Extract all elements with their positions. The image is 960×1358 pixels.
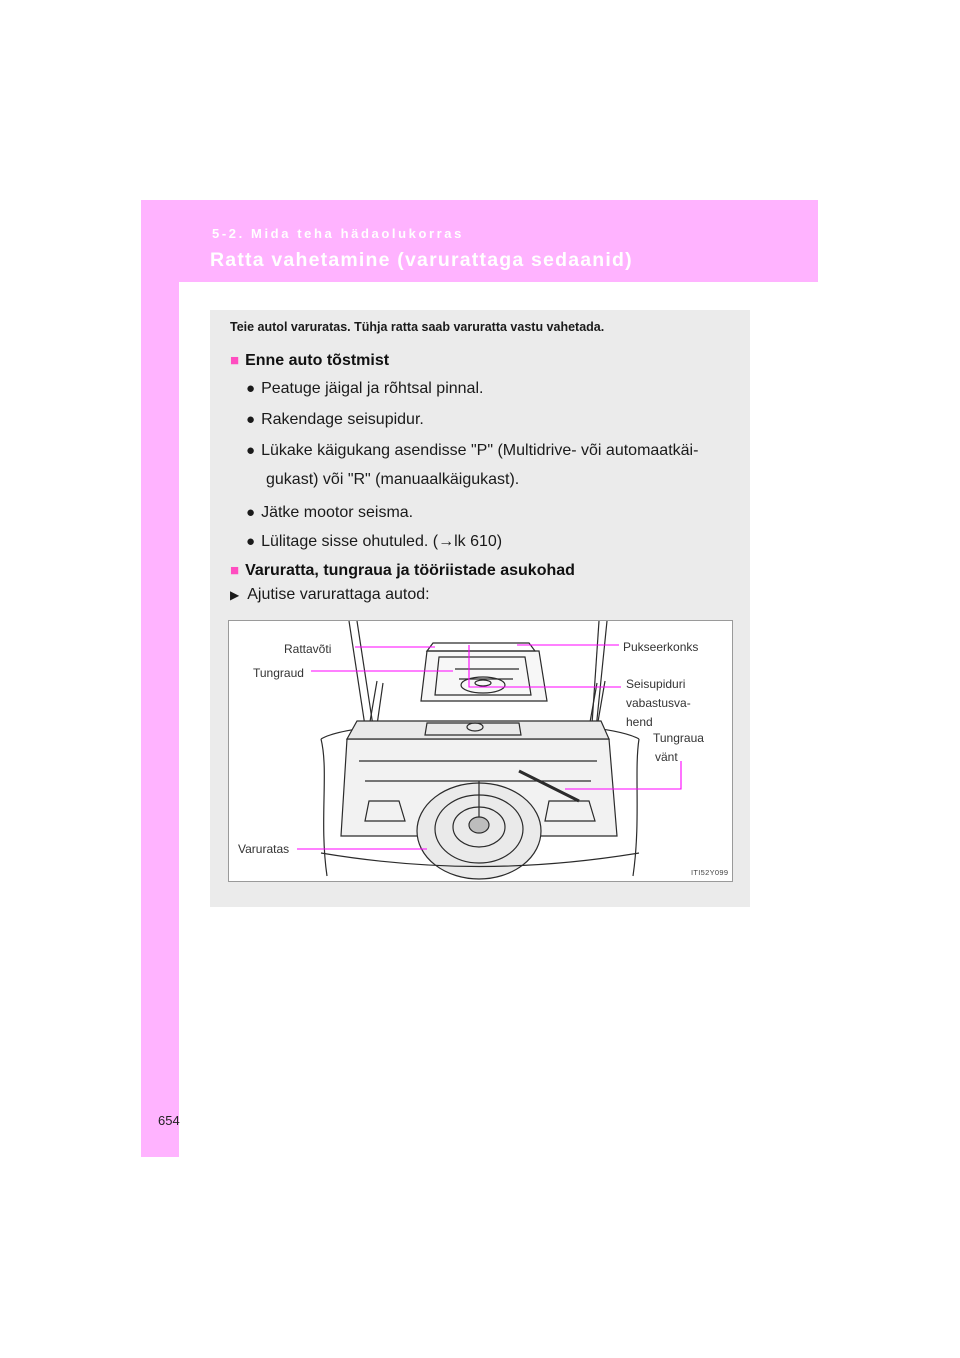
- bullet-dot-icon: ●: [246, 504, 256, 521]
- bullet-text: Lülitage sisse ohutuled. (→lk 610): [261, 533, 503, 550]
- bullet-item: [246, 527, 502, 556]
- trunk-illustration: [228, 620, 733, 882]
- label-wheel-wrench: Rattavõti: [284, 642, 332, 656]
- page-title: Ratta vahetamine (varurattaga sedaanid): [210, 249, 633, 271]
- bullet-dot-icon: ●: [246, 533, 256, 550]
- heading-tool-locations: [230, 562, 575, 580]
- subheading-text: Ajutise varurattaga autod:: [247, 586, 430, 603]
- bullet-dot-icon: ●: [246, 380, 256, 397]
- label-jack: Tungraud: [253, 666, 304, 680]
- intro-text: Teie autol varuratas. Tühja ratta saab varuratta vastu vahetada.: [230, 320, 605, 334]
- bullet-text: Peatuge jäigal ja rõhtsal pinnal.: [261, 380, 484, 397]
- bullet-item: [246, 374, 483, 403]
- page-number: 654: [158, 1113, 180, 1128]
- heading-before-lifting: [230, 352, 389, 370]
- bullet-dot-icon: ●: [246, 442, 256, 459]
- bullet-text-continued: gukast) või "R" (manuaalkäigukast).: [266, 471, 520, 488]
- label-brake-release: Seisupiduri vabastusva- hend: [626, 677, 691, 729]
- bullet-item: [246, 498, 413, 527]
- label-jack-handle: Tungraua vänt: [653, 731, 704, 764]
- subheading: [230, 586, 430, 604]
- label-towing-eyelet: Pukseerkonks: [623, 640, 699, 654]
- heading-text: Varuratta, tungraua ja tööriistade asukohad: [245, 562, 575, 579]
- label-spare-tire: Varuratas: [238, 842, 290, 856]
- figure-code: ITI52Y099: [691, 868, 729, 877]
- bullet-text: Rakendage seisupidur.: [261, 411, 424, 428]
- section-label: 5-2. Mida teha hädaolukorras: [212, 226, 464, 241]
- bullet-text: Jätke mootor seisma.: [261, 504, 414, 521]
- square-bullet-icon: ■: [230, 352, 240, 369]
- page-side-strip: [141, 200, 179, 1157]
- bullet-item: [246, 405, 424, 434]
- bullet-text: Lükake käigukang asendisse "P" (Multidrive- või automaatkäi-: [261, 442, 699, 459]
- heading-text: Enne auto tõstmist: [245, 352, 390, 369]
- bullet-dot-icon: ●: [246, 411, 256, 428]
- triangle-bullet-icon: ▶: [230, 588, 240, 602]
- square-bullet-icon: ■: [230, 562, 240, 579]
- bullet-item: [246, 436, 698, 494]
